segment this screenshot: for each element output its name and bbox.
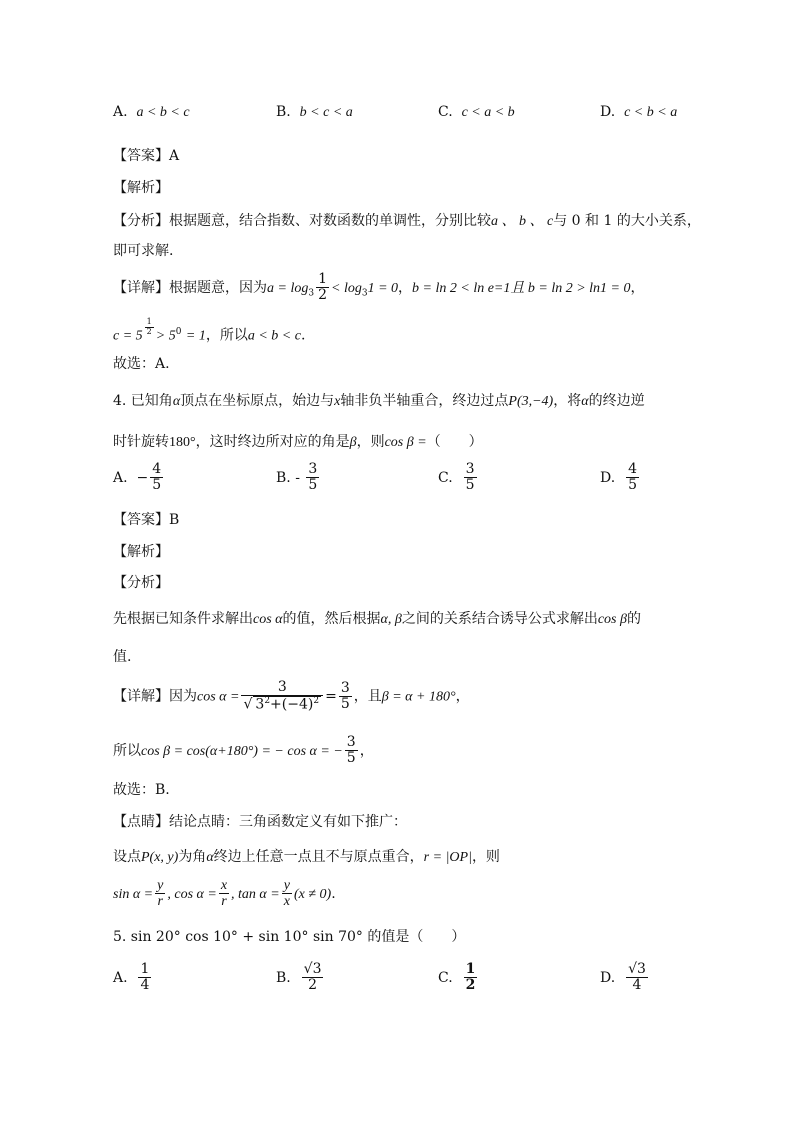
alpha: α xyxy=(172,394,181,409)
expr: c = 5 xyxy=(113,328,143,344)
point: P(3,−4) xyxy=(508,394,554,409)
fraction xyxy=(150,462,163,494)
q5-option-b xyxy=(276,962,325,994)
den: 5 xyxy=(308,477,318,494)
base: 3 xyxy=(255,697,265,714)
text: （ ） xyxy=(426,434,483,450)
q4-option-c xyxy=(438,462,479,494)
half-fraction xyxy=(316,272,329,304)
expr: sin α = xyxy=(113,886,154,902)
expr: cos β = cos(α+180°) = − cos α = − xyxy=(141,743,343,759)
eq: = xyxy=(325,688,337,705)
expr: b = ln 2 < ln e=1且 b = ln 2 > ln1 = 0 xyxy=(412,280,631,296)
q4-fenxi-head: 【分析】 xyxy=(113,575,169,591)
den: x xyxy=(283,894,290,910)
fraction xyxy=(306,462,319,494)
text: 先根据已知条件求解出 xyxy=(113,611,253,627)
q4-fenxi-line2: 值. xyxy=(113,649,132,665)
q4-stem-line2 xyxy=(113,431,483,451)
option-label: B. xyxy=(276,469,291,486)
q4-fenxi-line1 xyxy=(113,608,641,628)
fraction xyxy=(464,962,478,994)
alpha-beta: α, β xyxy=(380,612,402,627)
text: 与 0 和 1 的大小关系， xyxy=(553,213,701,229)
text: 的 xyxy=(626,611,641,627)
num: 1 xyxy=(318,271,327,287)
q5-stem: 5. sin 20° cos 10° + sin 10° sin 70° 的值是（ ） xyxy=(113,929,466,945)
text: 【详解】根据题意，因为 xyxy=(113,279,267,296)
option-label: D. xyxy=(600,104,616,120)
expr: , tan α = xyxy=(231,886,280,902)
text: 的终边逆 xyxy=(588,393,645,409)
q3-analysis-head: 【解析】 xyxy=(113,180,169,196)
expr: , cos α = xyxy=(167,886,217,902)
num: 1 xyxy=(140,961,150,977)
num: 4 xyxy=(152,461,162,477)
cos-beta: cos β = xyxy=(384,435,427,450)
q4-stem-line1 xyxy=(113,390,645,410)
q3-detail-c: c = 5 $^{\frac{1}{2}}$ > $5^0 = 1$，所以a < b < c. xyxy=(113,317,306,344)
q3-fenxi xyxy=(113,210,701,230)
q4-option-b xyxy=(276,462,321,494)
num: 3 xyxy=(340,679,350,696)
expr: a = log xyxy=(267,280,309,296)
sup: 0 xyxy=(175,326,182,337)
text: 时针旋转 xyxy=(113,434,169,450)
sign: - xyxy=(295,469,300,486)
num: 3 xyxy=(277,679,287,695)
text: 为角 xyxy=(178,849,207,865)
num: √3 xyxy=(628,961,646,977)
q3-option-a xyxy=(113,104,190,121)
point: P(x, y) xyxy=(141,850,179,865)
expr: = 1 xyxy=(185,328,206,344)
expr: cos α = xyxy=(197,689,240,705)
den: 5 xyxy=(152,477,162,494)
text: ，则 xyxy=(471,849,500,865)
text: 4. 已知角 xyxy=(113,393,173,409)
fraction xyxy=(345,735,358,767)
fraction xyxy=(626,462,639,494)
text: 【分析】根据题意，结合指数、对数函数的单调性，分别比较 xyxy=(113,213,491,229)
q3-choose: 故选：A. xyxy=(113,356,170,372)
expr: β = α + 180° xyxy=(381,689,456,705)
text: ，这时终边所对应的角是 xyxy=(195,434,350,450)
option-text: c < a < b xyxy=(461,105,515,120)
text: 顶点在坐标原点，始边与 xyxy=(180,393,335,409)
q4-answer: 【答案】B xyxy=(113,512,180,528)
den: 2 xyxy=(146,326,152,336)
exp-fraction xyxy=(145,318,154,337)
expr: a < b < c xyxy=(247,328,301,344)
den: r xyxy=(219,893,229,909)
q4-analysis-head: 【解析】 xyxy=(113,544,169,560)
base: +(−4) xyxy=(270,697,314,714)
sqrt xyxy=(253,696,321,713)
sub: 3 xyxy=(361,288,368,299)
alpha: α xyxy=(581,394,589,409)
q5-option-a xyxy=(113,962,153,994)
q4-choose: 故选：B. xyxy=(113,782,170,798)
q3-option-c xyxy=(438,104,515,121)
num: 1 xyxy=(465,961,476,977)
q4-option-d xyxy=(600,462,641,494)
q3-fenxi-line2: 即可求解. xyxy=(113,243,174,259)
den: 5 xyxy=(465,477,475,494)
den: 2 xyxy=(318,287,327,304)
expr: 1 = 0 xyxy=(367,280,399,296)
q4-set xyxy=(113,846,500,866)
fraction xyxy=(302,962,324,994)
option-label: B. xyxy=(276,104,291,120)
num: 3 xyxy=(346,734,356,750)
text: 【详解】因为 xyxy=(113,688,197,705)
option-label: D. xyxy=(600,969,616,986)
q4-detail xyxy=(113,680,470,713)
num: y xyxy=(283,878,290,893)
text: 设点 xyxy=(113,849,141,865)
text: 终边上任意一点且不与原点重合， xyxy=(213,849,424,865)
deg: 180° xyxy=(169,435,196,450)
text: ，且 xyxy=(353,688,382,705)
den: 4 xyxy=(626,977,648,993)
q4-option-a xyxy=(113,462,165,494)
q3-option-b xyxy=(276,104,353,121)
beta: β xyxy=(349,435,357,450)
text: 轴非负半轴重合，终边过点 xyxy=(340,393,509,409)
option-label: A. xyxy=(113,969,128,986)
option-label: A. xyxy=(113,469,128,486)
fraction xyxy=(464,462,477,494)
expr: < log xyxy=(331,280,362,296)
option-text: c < b < a xyxy=(624,105,678,120)
text: . xyxy=(331,885,336,902)
den: r xyxy=(155,893,165,909)
cos-alpha: cos α xyxy=(253,612,283,627)
text: 的值，然后根据 xyxy=(282,611,381,627)
q5-option-c xyxy=(438,962,479,994)
q3-detail: 【详解】根据题意，因为$a = \log_3$ $\frac{1}{2}$ < $\log_31 = 0$，b = ln 2 < ln e=1且 b = ln 2 > ln1 = 0， xyxy=(113,271,645,304)
num: √3 xyxy=(303,961,322,977)
den: 2 xyxy=(302,977,324,993)
fraction xyxy=(626,962,648,994)
sup: 2 xyxy=(313,696,320,707)
option-text: a < b < c xyxy=(136,105,190,120)
num: 3 xyxy=(308,461,318,477)
text: ，则 xyxy=(356,434,385,450)
text: 所以 xyxy=(113,742,141,759)
den: √ $3^2+(-4)^2$ xyxy=(241,695,323,713)
num: 1 xyxy=(146,317,152,326)
num: 4 xyxy=(628,461,638,477)
fraction xyxy=(241,680,323,713)
num: 3 xyxy=(465,461,475,477)
num: x xyxy=(220,878,228,893)
text: 之间的关系结合诱导公式求解出 xyxy=(401,611,598,627)
fraction xyxy=(282,878,292,910)
den: 5 xyxy=(340,696,350,713)
den: 4 xyxy=(140,977,150,994)
option-text: b < c < a xyxy=(299,105,353,120)
x-var: x xyxy=(334,394,341,409)
option-label: B. xyxy=(276,969,291,986)
alpha: α xyxy=(206,850,214,865)
q3-answer: 【答案】A xyxy=(113,148,180,164)
q4-formula xyxy=(113,878,336,910)
num: y xyxy=(157,878,164,893)
fraction xyxy=(138,962,151,994)
q4-so xyxy=(113,735,374,767)
option-label: D. xyxy=(600,469,616,486)
text: ，将 xyxy=(553,393,582,409)
fraction xyxy=(155,878,165,910)
q3-option-d xyxy=(600,104,677,121)
fraction xyxy=(339,681,352,713)
fraction xyxy=(219,878,229,910)
den: 5 xyxy=(628,477,638,494)
r-def: r = |OP| xyxy=(423,850,472,865)
option-label: C. xyxy=(438,969,453,986)
text: ， xyxy=(359,742,374,759)
cos-beta: cos β xyxy=(597,612,627,627)
q4-dianjing: 【点睛】结论点睛：三角函数定义有如下推广： xyxy=(113,814,407,830)
option-label: C. xyxy=(438,104,453,120)
den: 5 xyxy=(346,750,356,767)
sign: − xyxy=(136,469,149,486)
expr: (x ≠ 0) xyxy=(293,886,332,902)
text: ，所以 xyxy=(205,327,248,344)
option-label: A. xyxy=(113,104,128,120)
sup: 2 xyxy=(264,696,271,707)
sub: 3 xyxy=(308,288,315,299)
text: ， xyxy=(455,688,470,705)
vars: a 、 b 、 c xyxy=(491,214,554,229)
expr: > 5 xyxy=(155,328,176,344)
den: 2 xyxy=(465,977,476,994)
option-label: C. xyxy=(438,469,453,486)
q5-option-d xyxy=(600,962,650,994)
